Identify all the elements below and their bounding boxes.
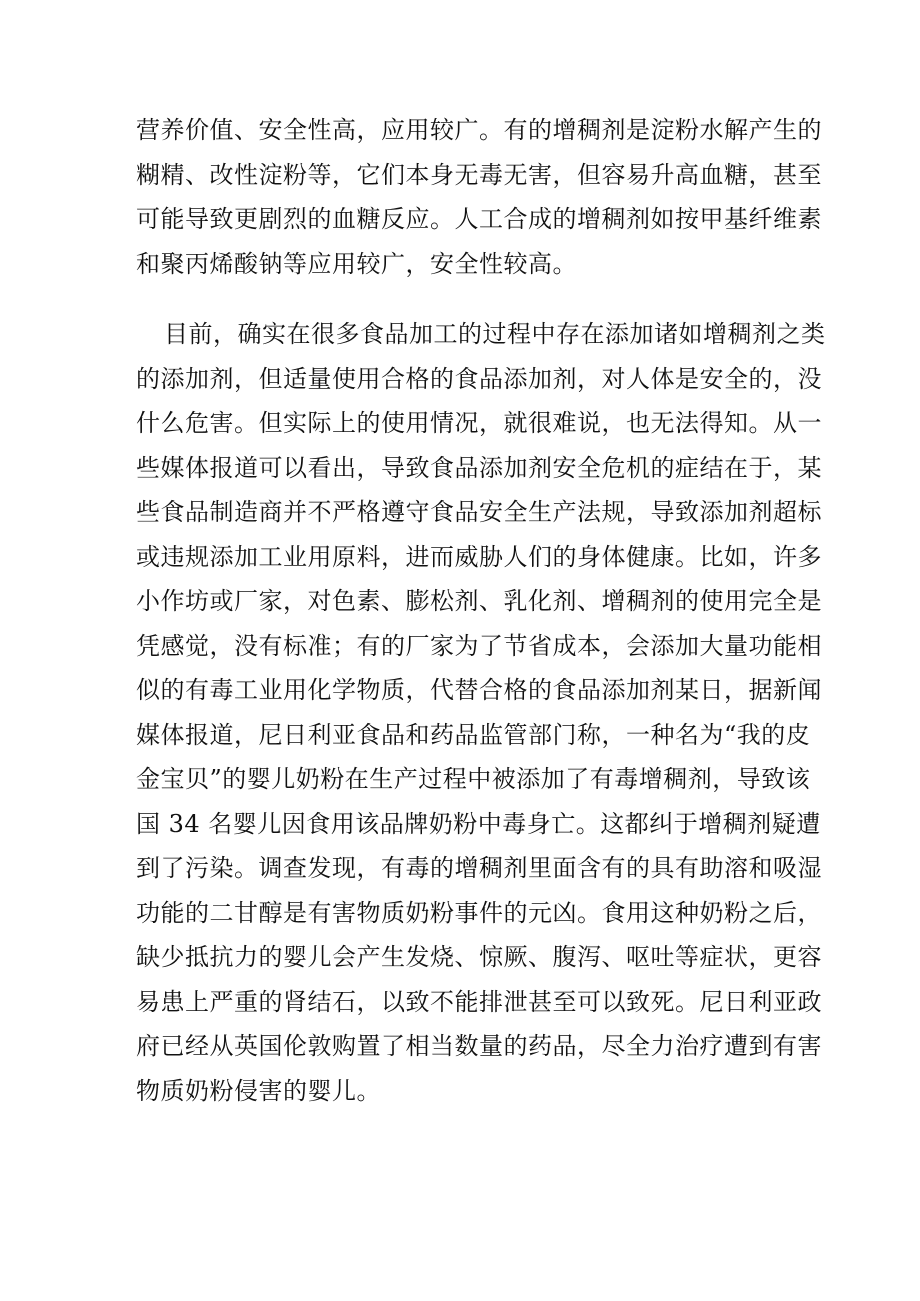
text-line: 到了污染。调查发现，有毒的增稠剂里面含有的具有助溶和吸湿 (136, 854, 822, 882)
text-line: 糊精、改性淀粉等，它们本身无毒无害，但容易升高血糖，甚至 (136, 160, 822, 189)
text-line-first: 目前，确实在很多食品加工的过程中存在添加诸如增稠剂之类 (164, 320, 826, 348)
text-line: 金宝贝”的婴儿奶粉在生产过程中被添加了有毒增稠剂，导致该 (136, 765, 811, 793)
text-line: 什么危害。但实际上的使用情况，就很难说，也无法得知。从一 (136, 409, 822, 437)
text-line: 营养价值、安全性高，应用较广。有的增稠剂是淀粉水解产生的 (136, 116, 822, 144)
text-line: 易患上严重的肾结石，以致不能排泄甚至可以致死。尼日利亚政 (136, 987, 822, 1016)
text-line: 的添加剂，但适量使用合格的食品添加剂，对人体是安全的，没 (136, 364, 822, 393)
paragraph-2 (136, 312, 826, 1113)
text-line: 国 34 名婴儿因食用该品牌奶粉中毒身亡。这都纠于增稠剂疑遭 (136, 809, 821, 838)
text-line: 府已经从英国伦敦购置了相当数量的药品，尽全力治疗遭到有害 (136, 1032, 822, 1060)
text-line: 小作坊或厂家，对色素、膨松剂、乳化剂、增稠剂的使用完全是 (136, 587, 822, 615)
text-line: 功能的二甘醇是有害物质奶粉事件的元凶。食用这种奶粉之后， (136, 898, 822, 927)
text-line: 或违规添加工业用原料，进而威胁人们的身体健康。比如，许多 (136, 542, 822, 571)
text-line: 和聚丙烯酸钠等应用较广，安全性较高。 (136, 249, 577, 278)
paragraph-1 (136, 108, 822, 286)
text-line: 些媒体报道可以看出，导致食品添加剂安全危机的症结在于，某 (136, 453, 822, 482)
text-line: 媒体报道，尼日利亚食品和药品监管部门称，一种名为“我的皮 (136, 720, 811, 749)
text-line: 物质奶粉侵害的婴儿。 (136, 1076, 381, 1105)
text-line: 缺少抵抗力的婴儿会产生发烧、惊厥、腹泻、呕吐等症状，更容 (136, 943, 822, 971)
text-line: 可能导致更剧烈的血糖反应。人工合成的增稠剂如按甲基纤维素 (136, 205, 822, 233)
text-line: 似的有毒工业用化学物质，代替合格的食品添加剂某日，据新闻 (136, 676, 822, 704)
document-body (136, 108, 826, 1113)
text-line: 凭感觉，没有标准；有的厂家为了节省成本，会添加大量功能相 (136, 631, 822, 660)
text-line: 些食品制造商并不严格遵守食品安全生产法规，导致添加剂超标 (136, 498, 822, 526)
